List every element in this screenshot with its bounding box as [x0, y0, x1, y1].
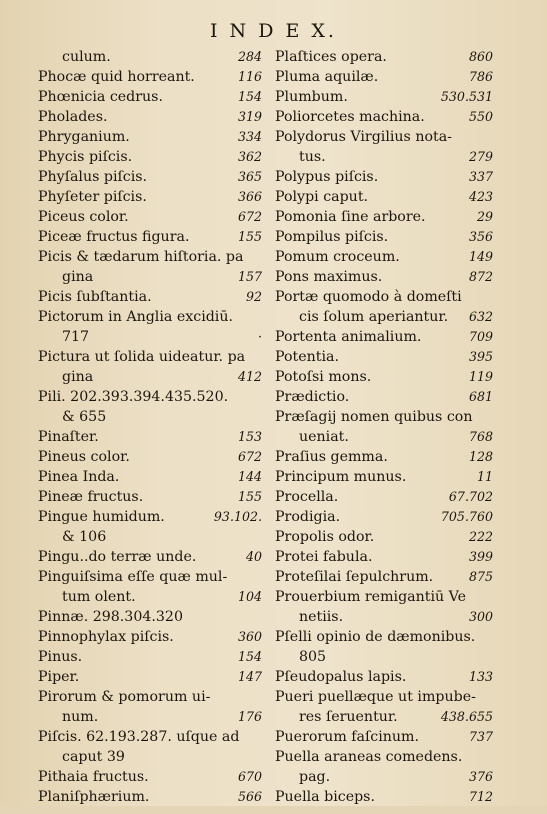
index-page-numbers: 92 — [245, 289, 262, 304]
index-term: tum olent. — [62, 589, 136, 605]
index-term: Praſius gemma. — [275, 449, 388, 465]
index-page-numbers: 300 — [468, 609, 493, 624]
index-page-numbers: 786 — [468, 69, 493, 84]
index-page-numbers: 399 — [468, 549, 493, 564]
index-entry — [275, 307, 493, 327]
index-entry — [275, 107, 493, 127]
index-term: netiis. — [299, 609, 344, 625]
index-term: Pictura ut ſolida uideatur. pa — [38, 349, 246, 365]
index-entry — [38, 87, 262, 107]
index-page-numbers: 279 — [468, 149, 493, 164]
index-entry — [275, 687, 493, 707]
index-term: Pictorum in Anglia excidiū. — [38, 309, 233, 325]
index-entry — [275, 727, 493, 747]
index-entry — [275, 387, 493, 407]
index-entry — [275, 207, 493, 227]
index-entry — [38, 447, 262, 467]
page-bottom-edge — [0, 806, 547, 814]
index-entry — [38, 367, 262, 387]
index-page-numbers: 356 — [468, 229, 493, 244]
index-entry — [275, 607, 493, 627]
index-entry — [38, 347, 262, 367]
index-entry — [38, 667, 262, 687]
index-term: Pomum croceum. — [275, 249, 400, 265]
index-entry — [38, 427, 262, 447]
index-term: Polypi caput. — [275, 189, 369, 205]
index-page-numbers: 154 — [237, 649, 262, 664]
index-term: Pinea Inda. — [38, 469, 120, 485]
index-term: Pingue humidum. — [38, 509, 165, 525]
index-entry — [38, 507, 262, 527]
index-entry — [275, 587, 493, 607]
index-entry — [275, 707, 493, 727]
index-term: Prodigia. — [275, 509, 341, 525]
index-page-numbers: 154 — [237, 89, 262, 104]
index-entry — [38, 627, 262, 647]
index-entry — [275, 147, 493, 167]
index-term: Pueri puellæque ut impube- — [275, 689, 476, 705]
index-page-numbers: 319 — [237, 109, 262, 124]
index-entry — [38, 47, 262, 67]
index-entry — [275, 187, 493, 207]
index-page-numbers: 376 — [468, 769, 493, 784]
index-entry — [275, 567, 493, 587]
index-entry — [38, 747, 262, 767]
index-term: Pholades. — [38, 109, 108, 125]
index-term: pag. — [299, 769, 331, 785]
index-term: Phyſeter piſcis. — [38, 189, 147, 205]
index-entry — [275, 467, 493, 487]
index-term: Puella biceps. — [275, 789, 375, 805]
index-entry — [275, 87, 493, 107]
index-term: Pili. 202.393.394.435.520. — [38, 389, 229, 405]
index-page-numbers: 681 — [468, 389, 493, 404]
index-term: Phœnicia cedrus. — [38, 89, 163, 105]
index-page-numbers: 872 — [468, 269, 493, 284]
index-page-numbers: 530.531 — [440, 89, 493, 104]
index-term: Pinnophylax piſcis. — [38, 629, 174, 645]
index-column-left — [38, 47, 262, 807]
index-entry — [38, 287, 262, 307]
index-term: Portenta animalium. — [275, 329, 422, 345]
index-entry — [275, 747, 493, 767]
index-term: Plaſtices opera. — [275, 49, 387, 65]
index-entry — [38, 727, 262, 747]
index-entry — [275, 547, 493, 567]
index-term: Planiſphærium. — [38, 789, 150, 805]
index-entry — [275, 787, 493, 807]
index-term: res ſeruentur. — [299, 709, 398, 725]
index-page-numbers: 670 — [237, 769, 262, 784]
index-entry — [38, 267, 262, 287]
index-column-right — [275, 47, 493, 807]
index-term: Pinus. — [38, 649, 83, 665]
index-entry — [38, 147, 262, 167]
index-entry — [275, 627, 493, 647]
index-entry — [38, 547, 262, 567]
index-page-numbers: 337 — [468, 169, 493, 184]
index-entry — [38, 707, 262, 727]
index-page-numbers: 737 — [468, 729, 493, 744]
index-entry — [38, 207, 262, 227]
index-term: Prædictio. — [275, 389, 350, 405]
index-page-numbers: 366 — [237, 189, 262, 204]
index-page-numbers: 362 — [237, 149, 262, 164]
index-page-numbers: 360 — [237, 629, 262, 644]
index-entry — [38, 227, 262, 247]
index-entry — [275, 347, 493, 367]
index-term: Potentia. — [275, 349, 339, 365]
index-page-numbers: 176 — [237, 709, 262, 724]
index-entry — [275, 447, 493, 467]
index-entry — [275, 267, 493, 287]
index-term: Pithaia fructus. — [38, 769, 149, 785]
index-entry — [38, 307, 262, 327]
index-term: Pinaſter. — [38, 429, 99, 445]
index-term: Propolis odor. — [275, 529, 375, 545]
index-page-numbers: 128 — [468, 449, 493, 464]
index-page-numbers: 11 — [476, 469, 493, 484]
index-term: Protei fabula. — [275, 549, 373, 565]
index-entry — [275, 427, 493, 447]
index-entry — [38, 647, 262, 667]
index-page-numbers: 149 — [468, 249, 493, 264]
index-page-numbers: 632 — [468, 309, 493, 324]
index-page-numbers: 672 — [237, 449, 262, 464]
index-term: Piceæ fructus figura. — [38, 229, 190, 245]
index-term: Potoſsi mons. — [275, 369, 372, 385]
index-term: Principum munus. — [275, 469, 407, 485]
index-page-numbers: 423 — [468, 189, 493, 204]
index-page-numbers: 119 — [468, 369, 493, 384]
index-entry — [38, 107, 262, 127]
index-term: Pirorum & pomorum ui- — [38, 689, 211, 705]
index-term: Phocæ quid horreant. — [38, 69, 195, 85]
index-entry — [38, 467, 262, 487]
index-page-numbers: 93.102. — [213, 509, 262, 524]
index-term: Plumbum. — [275, 89, 348, 105]
index-term: Pinnæ. 298.304.320 — [38, 609, 183, 625]
index-entry — [275, 647, 493, 667]
index-entry — [275, 507, 493, 527]
index-term: Poliorcetes machina. — [275, 109, 425, 125]
index-page-numbers: 133 — [468, 669, 493, 684]
index-entry — [275, 227, 493, 247]
index-entry — [38, 607, 262, 627]
index-entry — [275, 287, 493, 307]
index-term: Polydorus Virgilius nota- — [275, 129, 452, 145]
index-entry — [275, 247, 493, 267]
index-page-numbers: 153 — [237, 429, 262, 444]
page-title: I N D E X. — [210, 20, 337, 42]
index-page-numbers: 67.702 — [448, 489, 493, 504]
index-term: Picis ſubſtantia. — [38, 289, 152, 305]
index-entry — [38, 387, 262, 407]
index-page-numbers: 566 — [237, 789, 262, 804]
index-term: Pluma aquilæ. — [275, 69, 379, 85]
index-term: Pons maximus. — [275, 269, 383, 285]
index-page-numbers: 155 — [237, 489, 262, 504]
index-entry — [275, 47, 493, 67]
index-page-numbers: 365 — [237, 169, 262, 184]
index-page-numbers: 412 — [237, 369, 262, 384]
index-entry — [275, 127, 493, 147]
index-term: Phyſalus piſcis. — [38, 169, 148, 185]
index-page-numbers: 768 — [468, 429, 493, 444]
index-entry — [38, 587, 262, 607]
index-entry — [38, 127, 262, 147]
index-entry — [38, 687, 262, 707]
index-term: Prouerbium remigantiū Ve — [275, 589, 466, 605]
index-entry — [38, 767, 262, 787]
index-term: Piper. — [38, 669, 80, 685]
index-term: Pſelli opinio de dæmonibus. — [275, 629, 476, 645]
index-term: Picis & tædarum hiſtoria. pa — [38, 249, 244, 265]
index-page-numbers: 334 — [237, 129, 262, 144]
index-term: gina — [62, 369, 94, 385]
index-entry — [38, 187, 262, 207]
index-entry — [275, 767, 493, 787]
index-page-numbers: 875 — [468, 569, 493, 584]
index-term: Pineus color. — [38, 449, 130, 465]
index-page-numbers: 284 — [237, 49, 262, 64]
index-term: Puerorum faſcinum. — [275, 729, 419, 745]
index-term: Pinguiſsima eſſe quæ mul- — [38, 569, 228, 585]
index-entry — [38, 487, 262, 507]
index-entry — [275, 407, 493, 427]
index-entry — [38, 327, 262, 347]
index-entry — [38, 67, 262, 87]
index-term: Piſcis. 62.193.287. uſque ad — [38, 729, 240, 745]
index-entry — [275, 67, 493, 87]
index-term: culum. — [62, 49, 111, 65]
index-page-numbers: 157 — [237, 269, 262, 284]
index-page-numbers: 438.655 — [440, 709, 493, 724]
index-term: tus. — [299, 149, 326, 165]
index-term: Phryganium. — [38, 129, 130, 145]
index-entry — [275, 167, 493, 187]
index-term: Pompilus piſcis. — [275, 229, 389, 245]
index-page-numbers: 860 — [468, 49, 493, 64]
index-term: Portæ quomodo à domeſti — [275, 289, 462, 305]
index-term: caput 39 — [62, 749, 125, 765]
index-term: Puella araneas comedens. — [275, 749, 463, 765]
index-page-numbers: 104 — [237, 589, 262, 604]
index-page-numbers: 40 — [245, 549, 262, 564]
index-term: Pomonia ſine arbore. — [275, 209, 426, 225]
index-term: Pineæ fructus. — [38, 489, 144, 505]
index-entry — [275, 667, 493, 687]
index-term: Præſagij nomen quibus con — [275, 409, 473, 425]
index-entry — [38, 407, 262, 427]
index-page-numbers: 550 — [468, 109, 493, 124]
index-term: 805 — [299, 649, 327, 665]
index-term: Pingu..do terræ unde. — [38, 549, 197, 565]
index-page-numbers: · — [257, 329, 262, 344]
index-page-numbers: 395 — [468, 349, 493, 364]
index-page-numbers: 116 — [237, 69, 262, 84]
index-entry — [275, 327, 493, 347]
index-term: & 106 — [62, 529, 107, 545]
index-term: 717 — [62, 329, 90, 345]
index-page-numbers: 705.760 — [440, 509, 493, 524]
index-term: gina — [62, 269, 94, 285]
index-term: Pſeudopalus lapis. — [275, 669, 407, 685]
index-page-numbers: 144 — [237, 469, 262, 484]
index-page-numbers: 672 — [237, 209, 262, 224]
index-term: Procella. — [275, 489, 339, 505]
index-term: num. — [62, 709, 99, 725]
index-page-numbers: 147 — [237, 669, 262, 684]
index-term: Polypus piſcis. — [275, 169, 379, 185]
index-entry — [38, 167, 262, 187]
index-page-numbers: 155 — [237, 229, 262, 244]
index-entry — [38, 787, 262, 807]
index-entry — [275, 367, 493, 387]
index-page-numbers: 709 — [468, 329, 493, 344]
index-term: Proteſilai ſepulchrum. — [275, 569, 434, 585]
index-entry — [38, 567, 262, 587]
index-term: cis ſolum aperiantur. — [299, 309, 449, 325]
index-entry — [275, 527, 493, 547]
index-entry — [275, 487, 493, 507]
index-page-numbers: 29 — [476, 209, 493, 224]
index-entry — [38, 527, 262, 547]
index-term: Phycis piſcis. — [38, 149, 133, 165]
index-page-numbers: 222 — [468, 529, 493, 544]
index-entry — [38, 247, 262, 267]
index-term: ueniat. — [299, 429, 349, 445]
index-term: Piceus color. — [38, 209, 129, 225]
index-term: & 655 — [62, 409, 107, 425]
index-page-numbers: 712 — [468, 789, 493, 804]
